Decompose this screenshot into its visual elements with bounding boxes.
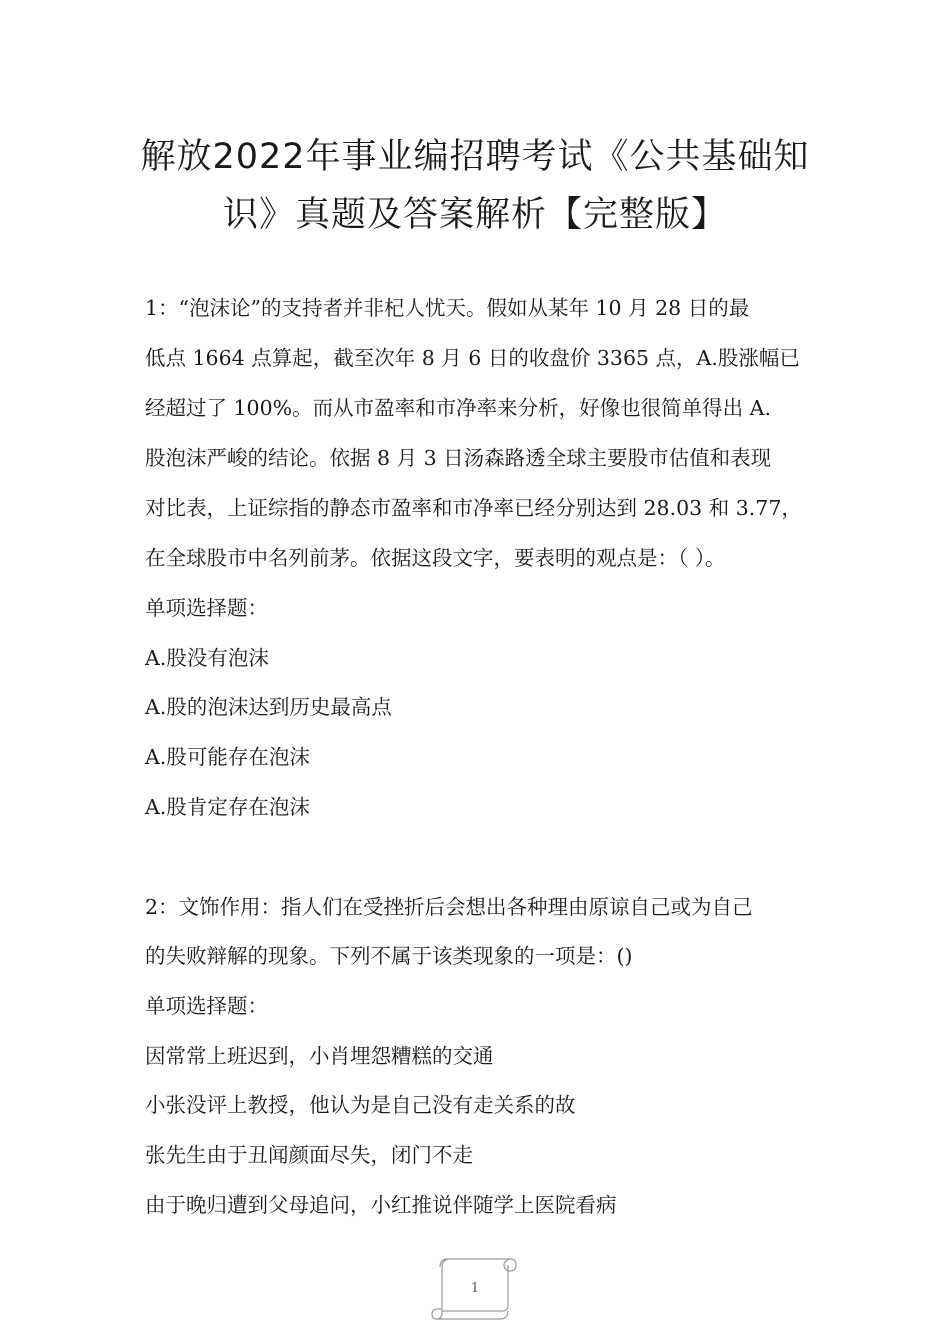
question-1-text-line: 经超过了 100%。而从市盈率和市净率来分析，好像也很简单得出 A.: [145, 396, 771, 420]
page-number: 1: [470, 1281, 480, 1296]
page-footer: [430, 1253, 520, 1323]
question-1-option: A.股的泡沫达到历史最高点: [145, 695, 392, 719]
question-2-text-line: 2：文饰作用：指人们在受挫折后会想出各种理由原谅自己或为自己: [145, 895, 753, 919]
question-2-option: 小张没评上教授，他认为是自己没有走关系的故: [145, 1093, 576, 1117]
title-line-2: 识》真题及答案解析【完整版】: [222, 195, 727, 235]
question-1-text-line: 1：“泡沫论”的支持者并非杞人忧天。假如从某年 10 月 28 日的最: [145, 296, 750, 320]
question-1-type-label: 单项选择题：: [145, 596, 268, 620]
question-1-option: A.股没有泡沫: [145, 646, 269, 670]
question-1-text-line: 股泡沫严峻的结论。依据 8 月 3 日汤森路透全球主要股市估值和表现: [145, 446, 772, 470]
question-1-text-line: 对比表，上证综指的静态市盈率和市净率已经分别达到 28.03 和 3.77，: [145, 496, 802, 520]
question-1-option: A.股肯定存在泡沫: [145, 795, 310, 819]
title-line-1: 解放2022年事业编招聘考试《公共基础知: [140, 137, 810, 177]
question-2-option: 由于晚归遭到父母追问，小红推说伴随学上医院看病: [145, 1193, 617, 1217]
document-title: [120, 128, 830, 244]
question-2-type-label: 单项选择题：: [145, 994, 268, 1018]
question-2-option: 张先生由于丑闻颜面尽失，闭门不走: [145, 1143, 473, 1167]
question-2-option: 因常常上班迟到，小肖埋怨糟糕的交通: [145, 1044, 494, 1068]
question-2-text-line: 的失败辩解的现象。下列不属于该类现象的一项是：(): [145, 944, 633, 968]
question-1-text-line: 在全球股市中名列前茅。依据这段文字，要表明的观点是：（ ）。: [145, 546, 726, 570]
question-1-option: A.股可能存在泡沫: [145, 745, 310, 769]
question-1-text-line: 低点 1664 点算起，截至次年 8 月 6 日的收盘价 3365 点，A.股涨幅已: [145, 346, 800, 370]
